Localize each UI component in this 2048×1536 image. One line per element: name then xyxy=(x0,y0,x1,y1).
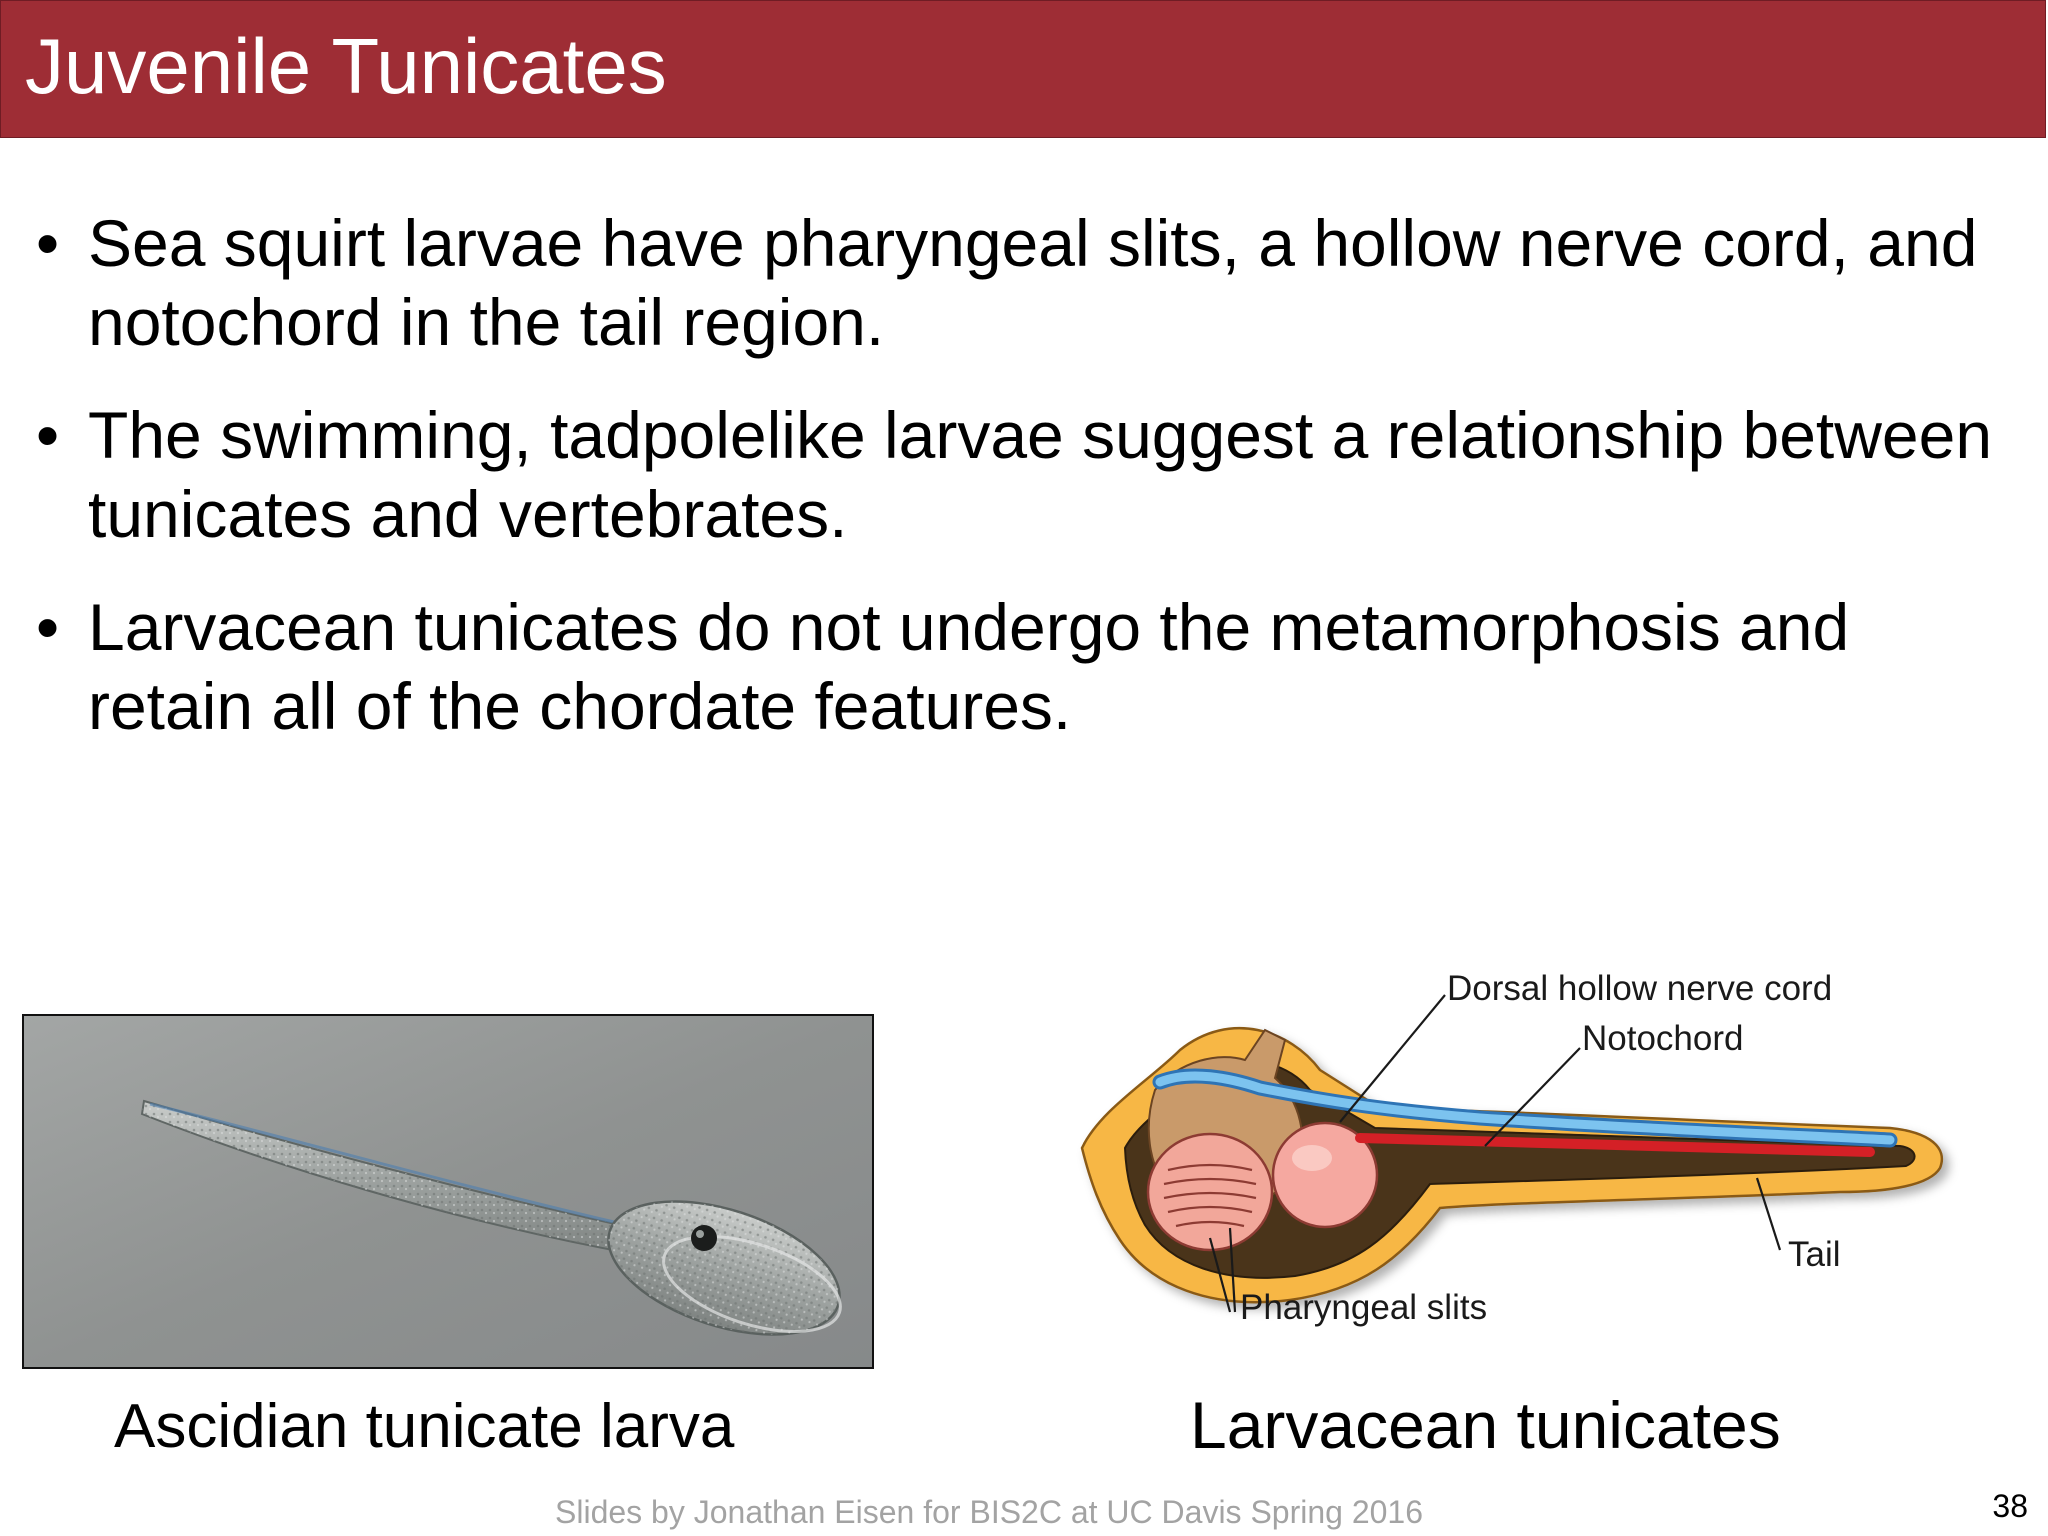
bullet-marker: • xyxy=(36,206,60,280)
slide-footer: Slides by Jonathan Eisen for BIS2C at UC Davis Spring 2016 xyxy=(555,1494,1424,1530)
label-nerve-cord: Dorsal hollow nerve cord xyxy=(1447,970,1833,1008)
bullet-text: Larvacean tunicates do not undergo the metamorphosis and retain all of the chordate features. xyxy=(88,590,1850,743)
label-notochord: Notochord xyxy=(1582,1019,1744,1058)
bullet-text: Sea squirt larvae have pharyngeal slits, a hollow nerve cord, and notochord in the tail region. xyxy=(88,206,1978,359)
label-tail: Tail xyxy=(1788,1235,1841,1274)
bullet-item-1 xyxy=(36,204,2016,362)
bullet-item-2 xyxy=(36,396,2016,554)
right-figure-caption: Larvacean tunicates xyxy=(1190,1388,1781,1462)
slide-title: Juvenile Tunicates xyxy=(25,22,667,110)
page-number: 38 xyxy=(1992,1488,2028,1524)
ascidian-larva-photo xyxy=(22,1014,874,1369)
title-bar xyxy=(0,0,2046,138)
bullet-marker: • xyxy=(36,398,60,472)
larva-photo-illustration xyxy=(24,1016,874,1369)
bullet-marker: • xyxy=(36,590,60,664)
larvacean-diagram xyxy=(1060,970,2000,1350)
left-figure-caption: Ascidian tunicate larva xyxy=(114,1392,735,1461)
label-pharyngeal-slits: Pharyngeal slits xyxy=(1240,1288,1488,1327)
bullet-item-3 xyxy=(36,588,2016,746)
bullet-list xyxy=(36,204,2016,780)
bullet-text: The swimming, tadpolelike larvae suggest a relationship between tunicates and vertebrates. xyxy=(88,398,1993,551)
eyespot-icon xyxy=(691,1225,717,1251)
